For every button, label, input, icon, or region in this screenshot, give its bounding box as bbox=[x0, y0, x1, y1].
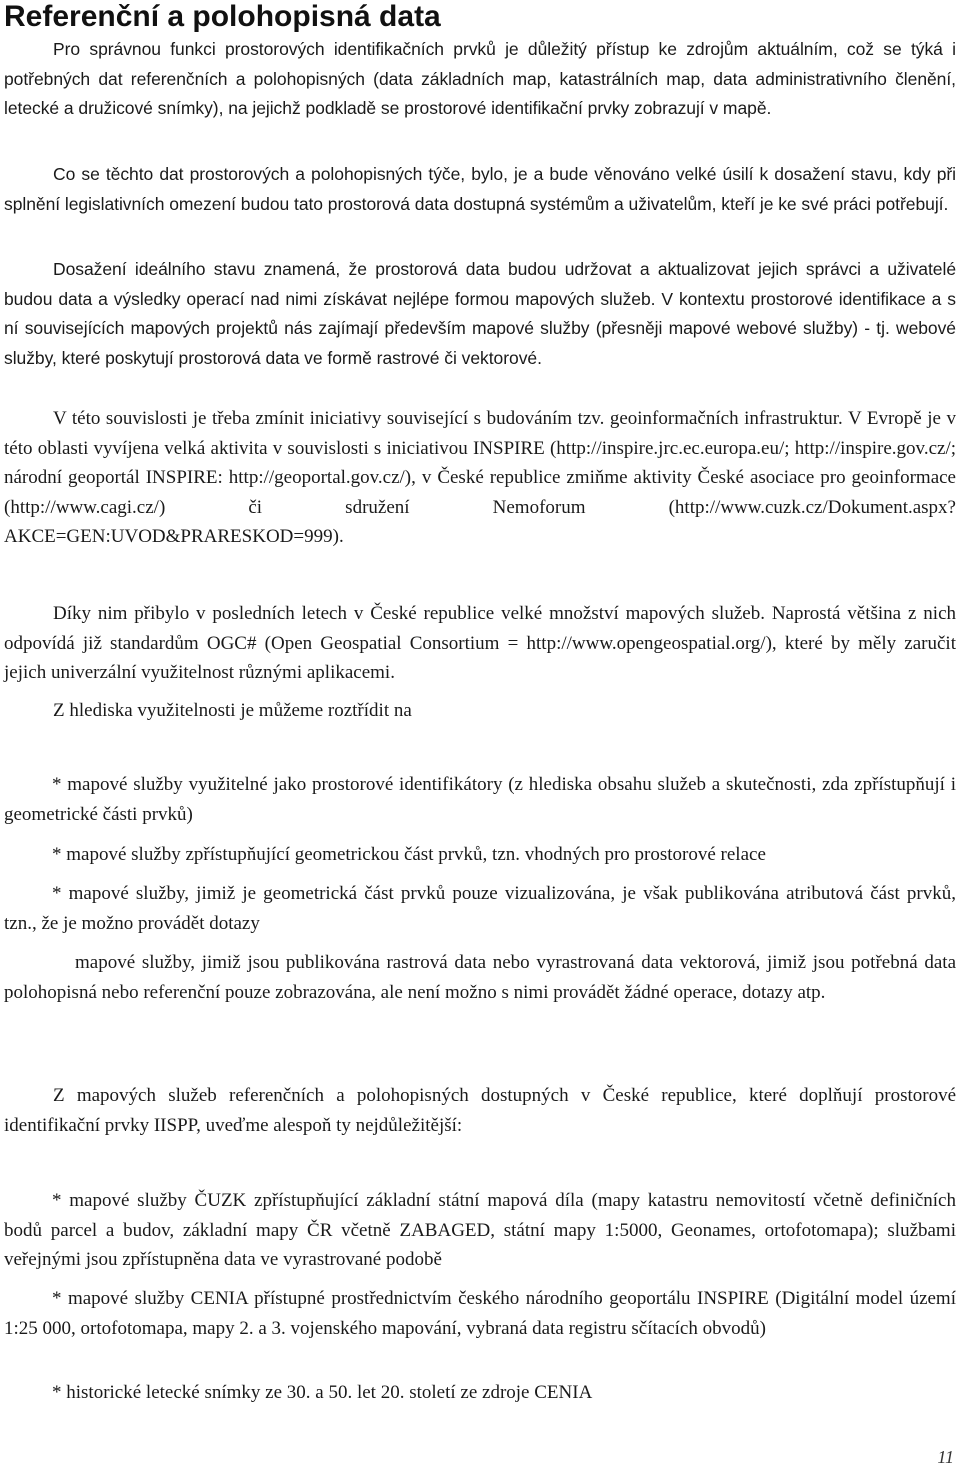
paragraph-infrastructures: V této souvislosti je třeba zmínit iniciativy související s budováním tzv. geoinformačních infrastruktur. V Evropě je v této oblasti vyvíjena velká aktivita v souvislosti s iniciativou INSPIRE (http://inspire.jrc.ec.europa.eu/; http://inspire.gov.cz/; národní geoportál INSPIRE: http://geoportal.gov.cz/), v České republice zmiňme aktivity České asociace pro geoinformace (http://www.cagi.cz/) či sdružení Nemoforum (http://www.cuzk.cz/Dokument.aspx?AKCE=GEN:UVOD&PRARESKOD=999). bbox=[4, 408, 956, 548]
list-item: * mapové služby, jimiž je geometrická část prvků pouze vizualizována, je však publikována atributová část prvků, tzn., že je možno provádět dotazy bbox=[4, 883, 956, 934]
list-item: * mapové služby CENIA přístupné prostřednictvím českého národního geoportálu INSPIRE (Digitální model území 1:25 000, ortofotomapa, mapy 2. a 3. vojenského mapování, vybraná data registru sčítacích obvodů) bbox=[4, 1288, 956, 1339]
paragraph-ideal-state: Dosažení ideálního stavu znamená, že prostorová data budou udržovat a aktualizovat jejich správci a uživatelé budou data a výsledky operací nad nimi získávat nejlépe formou mapových služeb. V kontextu prostorové identifikace a s ní souvisejících mapových projektů nás zajímají především mapové služby (přesněji mapové webové služby) - tj. webové služby, které poskytují prostorová data ve formě rastrové či vektorové. bbox=[4, 259, 956, 368]
paragraph-classification-intro: Z hlediska využitelnosti je můžeme roztřídit na bbox=[53, 700, 412, 721]
list-item: mapové služby, jimiž jsou publikována rastrová data nebo vyrastrovaná data vektorová, jimiž jsou potřebná data polohopisná nebo referenční pouze zobrazována, ale není možno s nimi provádět žádné operace, dotazy atp. bbox=[4, 952, 956, 1003]
page-number: 11 bbox=[937, 1447, 954, 1467]
paragraph-reference-data: Co se těchto dat prostorových a polohopisných týče, bylo, je a bude věnováno velké úsilí k dosažení stavu, kdy při splnění legislativních omezení budou tato prostorová data dostupná systémům a uživatelům, kteří je ke své práci potřebují. bbox=[4, 164, 956, 214]
list-item: * mapové služby ČUZK zpřístupňující základní státní mapová díla (mapy katastru nemovitostí včetně definičních bodů parcel a budov, základní mapy ČR včetně ZABAGED, státní mapy 1:5000, Geonames, ortofotomapa); službami veřejnými jsou zpřístupněna data ve vyrastrované podobě bbox=[4, 1190, 956, 1271]
paragraph-map-services: Díky nim přibylo v posledních letech v České republice velké množství mapových služeb. Naprostá většina z nich odpovídá již standardům OGC# (Open Geospatial Consortium = http://www.opengeospatial.org/), které by měly zaručit jejich univerzální využitelnost různými aplikacemi. bbox=[4, 603, 956, 684]
list-item: * mapové služby zpřístupňující geometrickou část prvků, tzn. vhodných pro prostorové relace bbox=[52, 844, 766, 865]
list-item: * mapové služby využitelné jako prostorové identifikátory (z hlediska obsahu služeb a skutečnosti, zda zpřístupňují i geometrické části prvků) bbox=[4, 774, 956, 825]
paragraph-intro: Pro správnou funkci prostorových identifikačních prvků je důležitý přístup ke zdrojům aktuálním, což se týká i potřebných dat referenčních a polohopisných (data základních map, katastrálních map, data administrativního členění, letecké a družicové snímky), na jejichž podkladě se prostorové identifikační prvky zobrazují v mapě. bbox=[4, 39, 956, 119]
list-item: * historické letecké snímky ze 30. a 50. let 20. století ze zdroje CENIA bbox=[52, 1382, 593, 1403]
paragraph-reference-services: Z mapových služeb referenčních a polohopisných dostupných v České republice, které doplňují prostorové identifikační prvky IISPP, uveďme alespoň ty nejdůležitější: bbox=[4, 1085, 956, 1136]
page-heading: Referenční a polohopisná data bbox=[4, 0, 441, 33]
